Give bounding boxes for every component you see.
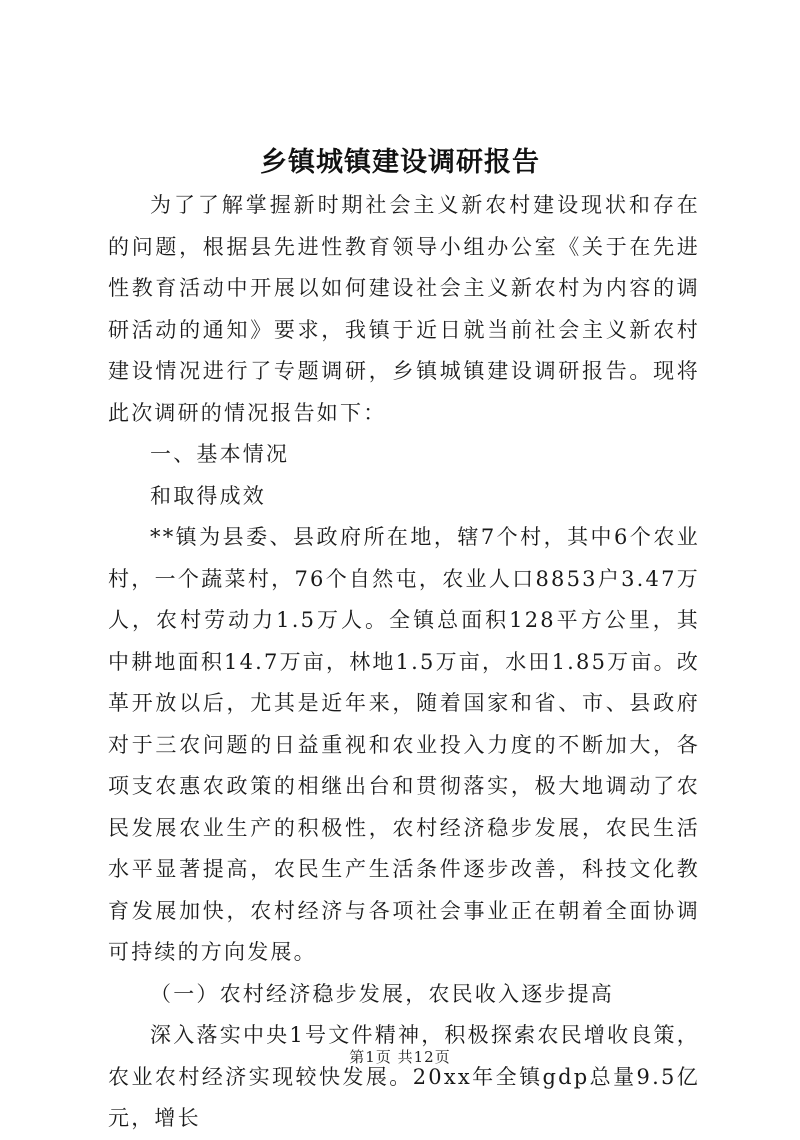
page-number-footer: 第1页 共12页 [349,1048,451,1066]
document-title: 乡镇城镇建设调研报告 [260,147,540,178]
document-body [108,185,700,1140]
intro-paragraph: 为了了解掌握新时期社会主义新农村建设现状和存在的问题，根据县先进性教育领导小组办公室《关于在先进性教育活动中开展以如何建设社会主义新农村为内容的调研活动的通知》要求，我镇于近日就当前社会主义新农村建设情况进行了专题调研，乡镇城镇建设调研报告。现将此次调研的情况报告如下： [108,193,700,425]
subsection-heading: （一）农村经济稳步发展，农民收入逐步提高 [150,981,614,1006]
economy-paragraph: 深入落实中央1号文件精神，积极探索农民增收良策，农业农村经济实现较快发展。20xx年全镇gdp总量9.5亿元，增长 [108,1023,700,1130]
basic-situation-paragraph: **镇为县委、县政府所在地，辖7个村，其中6个农业村，一个蔬菜村，76个自然屯，农业人口8853户3.47万人，农村劳动力1.5万人。全镇总面积128平方公里，其中耕地面积14.7万亩，林地1.5万亩，水田1.85万亩。改革开放以后，尤其是近年来，随着国家和省、市、县政府对于三农问题的日益重视和农业投入力度的不断加大，各项支农惠农政策的相继出台和贯彻落实，极大地调动了农民发展农业生产的积极性，农村经济稳步发展，农民生活水平显著提高，农民生产生活条件逐步改善，科技文化教育发展加快，农村经济与各项社会事业正在朝着全面协调可持续的方向发展。 [108,525,700,964]
section-heading-continued: 和取得成效 [150,483,266,508]
section-heading: 一、基本情况 [150,442,290,466]
